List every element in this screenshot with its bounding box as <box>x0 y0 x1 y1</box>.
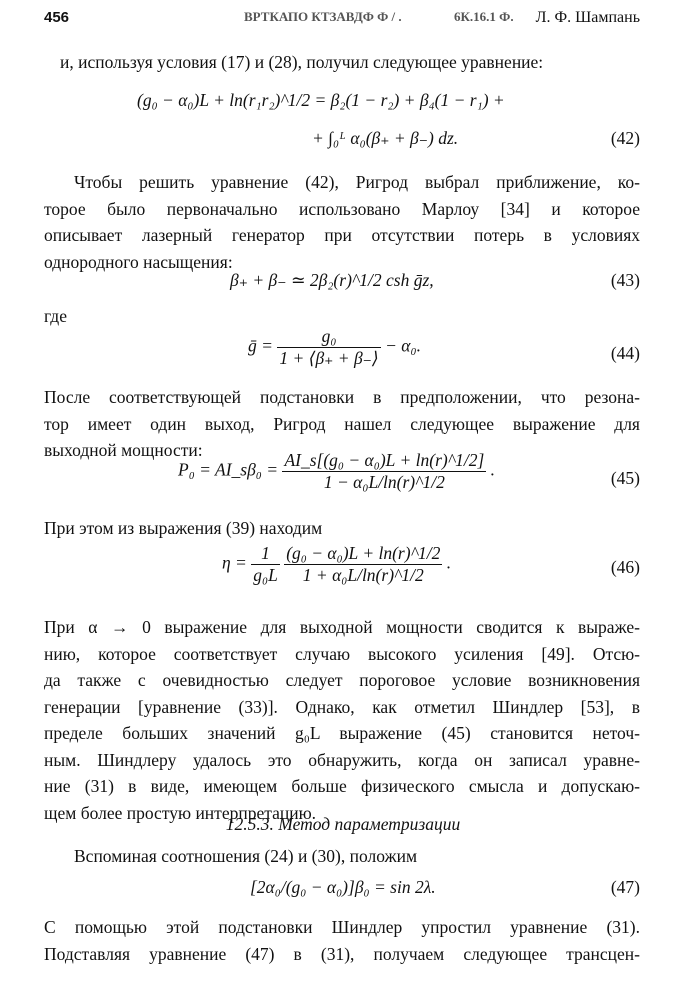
text-line: С помощью этой подстановки Шиндлер упростил уравнение (31). <box>44 917 640 937</box>
eq46-f2-denominator: 1 + α₀L/ln(r)^1/2 <box>302 565 424 585</box>
paragraph-schindler <box>44 614 640 826</box>
equation-number-46: (46) <box>610 557 640 577</box>
equation-43: β₊ + β₋ ≃ 2β₂(r)^1/2 csh ḡz, <box>230 270 434 290</box>
equation-number-47: (47) <box>610 877 640 897</box>
equation-45 <box>178 450 495 493</box>
text-line: выходной мощности: <box>44 440 203 460</box>
eq46-lhs: η = <box>222 552 247 573</box>
eq45-lhs: P₀ = AI_sβ₀ = <box>178 459 279 480</box>
eq44-rhs: − α₀. <box>385 335 421 356</box>
paragraph-recall <box>44 843 640 870</box>
page-header <box>44 9 640 33</box>
equation-number-43: (43) <box>610 270 640 290</box>
paragraph-substitution <box>44 914 640 967</box>
running-head-left: ВРТКАПО КТЗАВДФ Ф / . <box>244 9 402 24</box>
equation-46 <box>222 543 451 586</box>
eq45-fraction <box>282 450 486 493</box>
equation-47: [2α₀/(g₀ − α₀)]β₀ = sin 2λ. <box>250 877 436 897</box>
running-head-mid: 6К.16.1 Ф. <box>454 9 514 24</box>
eq44-denominator: 1 + ⟨β₊ + β₋⟩ <box>279 348 379 368</box>
text-line: ным. Шиндлеру удалось это обнаружить, когда он записал уравне- <box>44 749 640 770</box>
eq45-denominator: 1 − α₀L/ln(r)^1/2 <box>323 472 445 492</box>
text-line: щем более простую интерпретацию. <box>44 802 317 823</box>
equation-42-line2: + ∫₀ᴸ α₀(β₊ + β₋) dz. <box>312 128 459 148</box>
eq45-rhs: . <box>490 459 496 480</box>
eq44-numerator: g₀ <box>277 326 380 348</box>
equation-number-45: (45) <box>610 468 640 488</box>
text-line: описывает лазерный генератор при отсутствии потерь в условиях <box>44 225 640 245</box>
equation-42-line1: (g₀ − α₀)L + ln(r₁r₂)^1/2 = β₂(1 − r₂) + β₄(1 − r₁) + <box>137 90 505 110</box>
running-head-author: Л. Ф. Шампань <box>535 9 640 26</box>
eq45-numerator: AI_s[(g₀ − α₀)L + ln(r)^1/2] <box>284 450 485 470</box>
text-line: да также с очевидностью следует пороговое условие возникновения <box>44 670 640 690</box>
eq46-f1-numerator: 1 <box>251 543 280 565</box>
text-line: тор имеет один выход, Ригрод нашел следующее выражение для <box>44 413 640 434</box>
text-line: однородного насыщения: <box>44 251 233 272</box>
text-line: Вспоминая соотношения (24) и (30), положим <box>74 846 418 866</box>
eq46-fraction-1 <box>251 543 280 586</box>
eq46-fraction-2 <box>284 543 442 586</box>
text-line: Подставляя уравнение (47) в (31), получаем следующее трансцен- <box>44 943 640 964</box>
text-line: ние (31) в виде, имеющем больше физического смысла и допускаю- <box>44 776 640 796</box>
equation-number-44: (44) <box>610 343 640 363</box>
paragraph-efficiency-intro <box>44 515 640 542</box>
word-where: где <box>44 306 67 326</box>
page-number: 456 <box>44 9 70 26</box>
equation-number-42: (42) <box>610 128 640 148</box>
equation-44 <box>248 326 421 369</box>
paragraph-intro <box>44 49 640 76</box>
text-line: пределе больших значений g₀L выражение (45) становится неточ- <box>44 723 640 743</box>
eq44-lhs: ḡ = <box>248 335 273 356</box>
paragraph-rigrod-approx <box>44 169 640 275</box>
eq46-rhs: . <box>446 552 452 573</box>
text-line: После соответствующей подстановки в предположении, что резона- <box>44 387 640 407</box>
text-line: генерации [уравнение (33)]. Однако, как отметил Шиндлер [53], в <box>44 696 640 717</box>
eq46-f2-numerator: (g₀ − α₀)L + ln(r)^1/2 <box>286 543 441 563</box>
eq44-fraction <box>277 326 380 369</box>
eq46-f1-denominator: g₀L <box>253 565 278 585</box>
text-line: При этом из выражения (39) находим <box>44 518 323 538</box>
text-line: При α → 0 выражение для выходной мощности сводится к выраже- <box>44 617 640 637</box>
text-line: нию, которое соответствует случаю высокого усиления [49]. Отсю- <box>44 643 640 664</box>
subsection-heading: 12.5.3. Метод параметризации <box>225 814 461 834</box>
text-line: Чтобы решить уравнение (42), Ригрод выбрал приближение, ко- <box>74 172 640 192</box>
text-line: торое было первоначально использовано Марлоу [34] и которое <box>44 198 640 219</box>
text-line: и, используя условия (17) и (28), получил следующее уравнение: <box>60 52 544 72</box>
